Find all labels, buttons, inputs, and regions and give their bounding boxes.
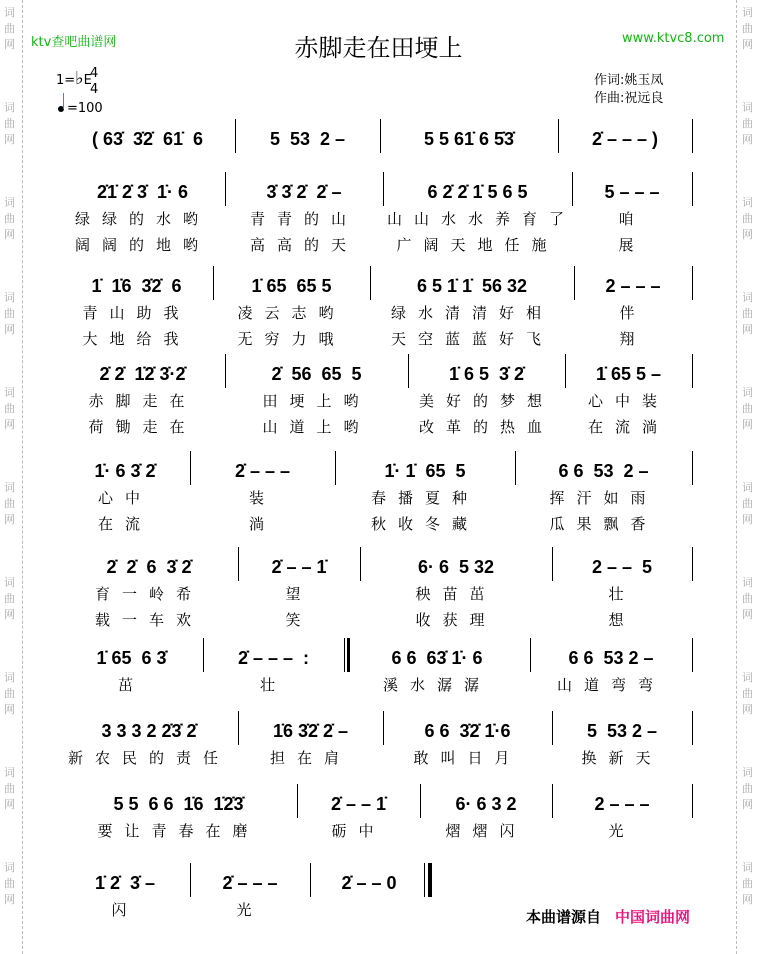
lyric-verse-1: 心中装 (587, 392, 669, 410)
bar-line (383, 172, 384, 206)
key-signature (56, 68, 92, 89)
side-watermark: 词曲网 (742, 291, 753, 336)
measure-notes: 5 53 2 – (269, 128, 346, 149)
side-watermark: 词曲网 (742, 576, 753, 621)
lyric-verse-2: 瓜果飘香 (549, 515, 658, 533)
quarter-note-icon (58, 106, 64, 112)
side-watermark: 词曲网 (742, 386, 753, 431)
side-watermark: 词曲网 (742, 196, 753, 241)
lyric-verse-2: 广阔天地任施 (396, 236, 559, 254)
key-tone: E (83, 73, 92, 88)
bar-line (692, 172, 693, 206)
bar-line (203, 638, 204, 672)
measure-notes: 3 3 3 2 2̇3̇ 2̇ (101, 720, 197, 741)
lyric-verse-2: 淌 (248, 515, 276, 533)
measure-notes: 1̇ 65 6 3̇ (96, 647, 167, 668)
measure-notes: 6· 6 5 32 (417, 556, 495, 577)
tempo-value: =100 (67, 101, 103, 116)
side-watermark: 词曲网 (4, 6, 15, 51)
lyric-verse-1: 绿绿的水哟 (74, 210, 210, 228)
side-watermark: 词曲网 (4, 196, 15, 241)
bar-line (565, 354, 566, 388)
side-watermark: 词曲网 (4, 481, 15, 526)
bar-line (213, 266, 214, 300)
lyric-verse-1: 赤脚走在 (88, 392, 197, 410)
lyric-verse-2: 天空蓝蓝好飞 (390, 330, 553, 348)
lyric-verse-2: 高高的天 (249, 236, 358, 254)
bar-line (190, 451, 191, 485)
lyric-verse-2: 展 (618, 236, 646, 254)
measure-notes: 2̇ 2̇ 1̇2̇ 3̇·2̇ (99, 363, 186, 384)
bar-line (408, 354, 409, 388)
lyric-verse-2: 山道上哟 (262, 418, 371, 436)
side-watermark: 词曲网 (4, 671, 15, 716)
side-watermark: 词曲网 (4, 861, 15, 906)
site-url: www.ktvc8.com (622, 31, 725, 46)
lyric-verse-1: 心中 (97, 489, 152, 507)
side-watermark: 词曲网 (4, 576, 15, 621)
lyric-verse-1: 秧苗茁 (415, 585, 497, 603)
measure-notes: 6 2̇ 2̇ 1̇ 5 6 5 (427, 181, 528, 202)
bar-line (225, 354, 226, 388)
bar-line (310, 863, 311, 897)
measure-notes: 6 6 63̇ 1̇· 6 (391, 647, 483, 668)
lyric-verse-1: 要让青春在磨 (97, 822, 260, 840)
lyric-verse-1: 壮 (259, 676, 287, 694)
measure-notes: 2 – – – (605, 275, 661, 296)
lyric-verse-2: 翔 (619, 330, 647, 348)
measure-notes: 1̇ 65 5 – (595, 363, 662, 384)
measure-notes: 1̇ 6 5 3̇ 2̇ (448, 363, 525, 384)
bar-line (558, 119, 559, 153)
lyric-verse-2: 载一车欢 (94, 611, 203, 629)
lyric-verse-1: 熠熠闪 (445, 822, 527, 840)
lyric-verse-2: 收获理 (415, 611, 497, 629)
lyric-verse-2: 阔阔的地哟 (74, 236, 210, 254)
lyric-verse-2: 荷锄走在 (88, 418, 197, 436)
left-watermark-strip (0, 0, 23, 954)
lyric-verse-2: 秋收冬藏 (370, 515, 479, 533)
bar-line (370, 266, 371, 300)
measure-notes: 5 5 6 6 1̇6 1̇2̇3̇ (113, 793, 244, 814)
lyric-verse-1: 美好的梦想 (418, 392, 554, 410)
bar-line (297, 784, 298, 818)
bar-line (692, 119, 693, 153)
bar-line (380, 119, 381, 153)
side-watermark: 词曲网 (742, 481, 753, 526)
bar-line (692, 711, 693, 745)
meter-bottom: 4 (90, 82, 99, 97)
measure-notes: 1̇· 6 3̇ 2̇ (94, 460, 156, 481)
side-watermark: 词曲网 (4, 291, 15, 336)
lyric-verse-1: 敢叫日月 (413, 749, 522, 767)
measure-notes: 2 – – 5 (591, 556, 653, 577)
lyric-verse-1: 凌云志哟 (237, 304, 346, 322)
lyric-verse-1: 装 (248, 489, 276, 507)
bar-line (530, 638, 531, 672)
measure-notes: 3̇ 3̇ 2̇ 2̇ – (266, 181, 342, 202)
measure-notes: 2̇ 56 65 5 (271, 363, 362, 384)
bar-line (420, 784, 421, 818)
measure-notes: ( 63̇ 3̇2̇ 61̇ 6 (91, 128, 204, 149)
bar-line (190, 863, 191, 897)
bar-line (238, 547, 239, 581)
measure-notes: 1̇ 2̇ 3̇ – (94, 872, 156, 893)
measure-notes: 6· 6 3 2 (455, 793, 517, 814)
bar-line (692, 784, 693, 818)
measure-notes: 2̇ – – 1̇ (271, 556, 327, 577)
lyric-verse-1: 光 (236, 901, 264, 919)
lyric-verse-1: 望 (285, 585, 313, 603)
measure-notes: 6 6 3̇2̇ 1̇·6 (424, 720, 511, 741)
lyric-verse-1: 茁 (117, 676, 145, 694)
measure-notes: 1̇6 3̇2̇ 2̇ – (272, 720, 349, 741)
measure-notes: 2̇ – – 1̇ (330, 793, 387, 814)
bar-line (552, 547, 553, 581)
measure-notes: 2̇1̇ 2̇ 3̇ 1̇· 6 (96, 181, 189, 202)
measure-notes: 2̇ – – – (234, 460, 291, 481)
lyric-verse-2: 笑 (285, 611, 313, 629)
bar-line (428, 863, 432, 897)
lyric-verse-1: 溪水潺潺 (382, 676, 491, 694)
lyric-verse-1: 绿水清清好相 (390, 304, 553, 322)
bar-line (692, 638, 693, 672)
credits (594, 72, 663, 108)
measure-notes: 6 5 1̇ 1̇ 56 32 (416, 275, 528, 296)
lyric-verse-1: 挥汗如雨 (549, 489, 658, 507)
right-watermark-strip (736, 0, 757, 954)
bar-line (383, 711, 384, 745)
side-watermark: 词曲网 (4, 386, 15, 431)
measure-notes: 2̇ – – – ) (591, 128, 659, 149)
side-watermark: 词曲网 (742, 6, 753, 51)
measure-notes: 2̇ 2̇ 6 3̇ 2̇ (106, 556, 192, 577)
lyric-verse-1: 青山助我 (82, 304, 191, 322)
measure-notes: 1̇ 1̇6 3̇2̇ 6 (91, 275, 182, 296)
lyric-verse-2: 在流 (97, 515, 152, 533)
lyric-verse-1: 伴 (619, 304, 647, 322)
lyric-verse-1: 闪 (111, 901, 139, 919)
measure-notes: 2̇ – – – (222, 872, 278, 893)
source-brand: 中国词曲网 (615, 908, 691, 926)
side-watermark: 词曲网 (742, 861, 753, 906)
bar-line (238, 711, 239, 745)
measure-notes: 1̇· 1̇ 65 5 (384, 460, 466, 481)
measure-notes: 2 – – – (594, 793, 650, 814)
measure-notes: 6 6 53 2 – (568, 647, 654, 668)
measure-notes: 1̇ 65 65 5 (251, 275, 332, 296)
bar-line (360, 547, 361, 581)
bar-line (572, 172, 573, 206)
side-watermark: 词曲网 (4, 101, 15, 146)
meter-top: 4 (90, 66, 99, 81)
lyric-verse-1: 担在肩 (269, 749, 351, 767)
lyric-verse-2: 无穷力哦 (237, 330, 346, 348)
source-label: 本曲谱源自 (526, 908, 602, 926)
lyric-verse-1: 田埂上哟 (262, 392, 371, 410)
lyric-verse-1: 换新天 (581, 749, 663, 767)
lyric-verse-1: 青青的山 (249, 210, 358, 228)
side-watermark: 词曲网 (742, 766, 753, 811)
bar-line (552, 784, 553, 818)
lyric-verse-1: 育一岭希 (94, 585, 203, 603)
bar-line (692, 354, 693, 388)
bar-line (692, 266, 693, 300)
time-signature (90, 66, 98, 98)
composer: 作曲:祝远良 (594, 91, 664, 106)
measure-notes: 5 5 61̇ 6 5̇3̇ (423, 128, 515, 149)
measure-notes: 6 6 53 2 – (558, 460, 649, 481)
tempo-mark (58, 101, 103, 116)
measure-notes: 2̇ – – 0 (341, 872, 397, 893)
lyric-verse-2: 大地给我 (82, 330, 191, 348)
bar-line (235, 119, 236, 153)
lyric-verse-2: 在流淌 (587, 418, 669, 436)
bar-line (692, 547, 693, 581)
key-prefix: 1= (56, 73, 76, 88)
lyricist: 作词:姚玉凤 (594, 73, 664, 88)
lyric-verse-1: 山道弯弯 (556, 676, 665, 694)
song-title: 赤脚走在田埂上 (294, 34, 463, 62)
bar-line (692, 451, 693, 485)
measure-notes: 5 – – – (604, 181, 660, 202)
lyric-verse-1: 新农民的责任 (67, 749, 230, 767)
lyric-verse-1: 光 (608, 822, 636, 840)
footer-source (526, 906, 690, 927)
measure-notes: 5 53 2 – (586, 720, 658, 741)
side-watermark: 词曲网 (742, 671, 753, 716)
flat-sign: ♭ (75, 68, 84, 89)
bar-line (574, 266, 575, 300)
bar-line (552, 711, 553, 745)
bar-line (515, 451, 516, 485)
bar-line (335, 451, 336, 485)
lyric-verse-1: 咱 (618, 210, 646, 228)
bar-line (225, 172, 226, 206)
lyric-verse-2: 改革的热血 (418, 418, 554, 436)
lyric-verse-1: 壮 (608, 585, 636, 603)
site-name: ktv查吧曲谱网 (31, 35, 117, 50)
side-watermark: 词曲网 (742, 101, 753, 146)
lyric-verse-1: 山山水水养育了 (387, 210, 577, 228)
side-watermark: 词曲网 (4, 766, 15, 811)
lyric-verse-1: 春播夏种 (370, 489, 479, 507)
lyric-verse-1: 砺中 (331, 822, 386, 840)
lyric-verse-2: 想 (608, 611, 636, 629)
measure-notes: 2̇ – – – : (237, 647, 310, 668)
